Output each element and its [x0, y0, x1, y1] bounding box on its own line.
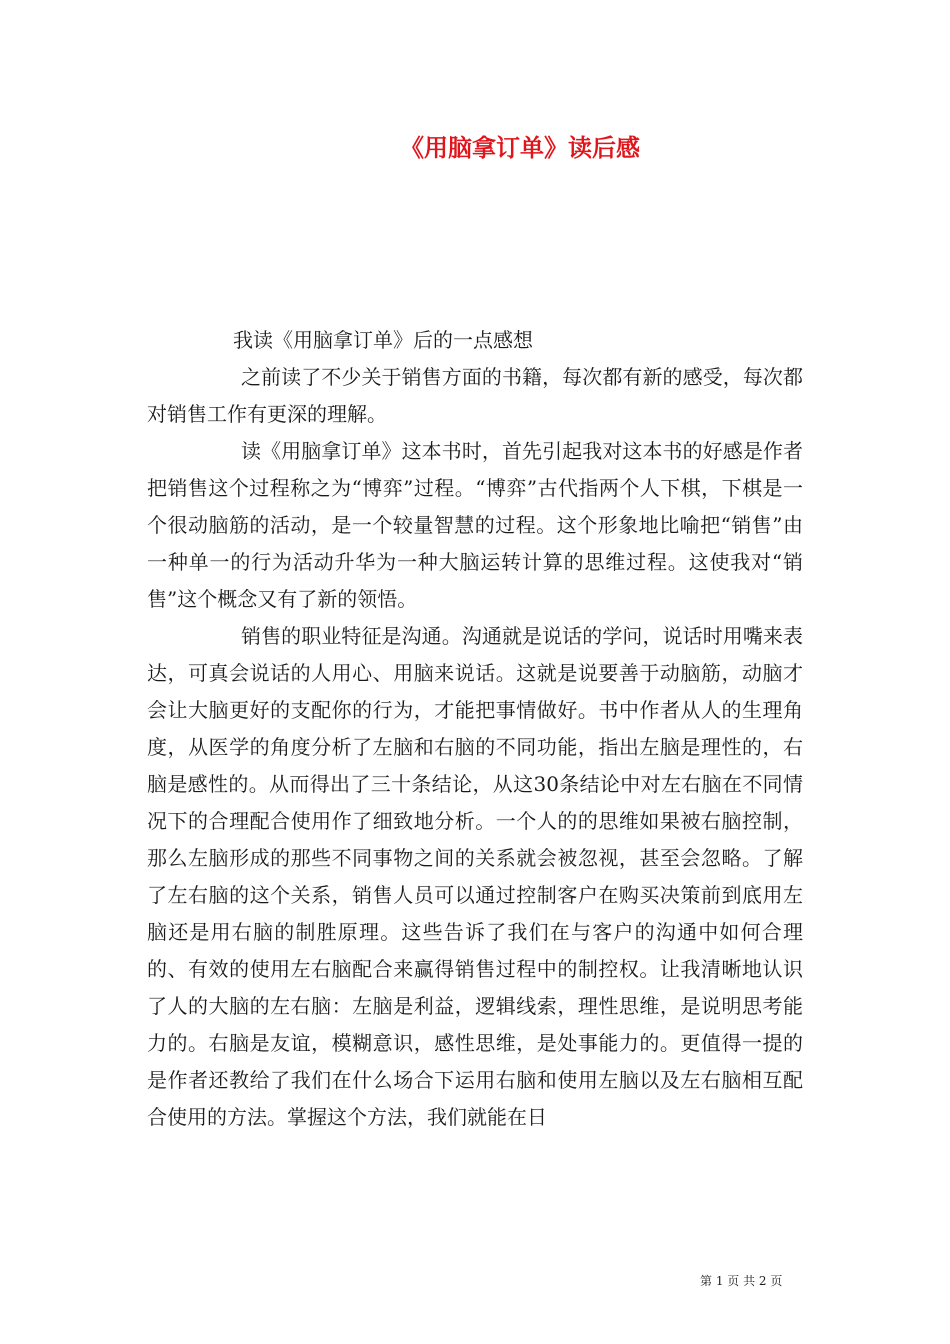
page-number-footer: 第 1 页 共 2 页 — [700, 1274, 783, 1288]
document-subtitle: 我读《用脑拿订单》后的一点感想 — [233, 328, 533, 352]
document-body — [147, 322, 803, 1136]
paragraph-3: 销售的职业特征是沟通。沟通就是说话的学问，说话时用嘴来表达，可真会说话的人用心、用脑来说话。这就是说要善于动脑筋，动脑才会让大脑更好的支配你的行为，才能把事情做好。书中作者从人的生理角度，从医学的角度分析了左脑和右脑的不同功能，指出左脑是理性的，右脑是感性的。从而得出了三十条结论，从这30条结论中对左右脑在不同情况下的合理配合使用作了细致地分析。一个人的的思维如果被右脑控制，那么左脑形成的那些不同事物之间的关系就会被忽视，甚至会忽略。了解了左右脑的这个关系，销售人员可以通过控制客户在购买决策前到底用左脑还是用右脑的制胜原理。这些告诉了我们在与客户的沟通中如何合理的、有效的使用左右脑配合来赢得销售过程中的制控权。让我清晰地认识了人的大脑的左右脑：左脑是利益，逻辑线索，理性思维，是说明思考能力的。右脑是友谊，模糊意识，感性思维，是处事能力的。更值得一提的是作者还教给了我们在什么场合下运用右脑和使用左脑以及左右脑相互配合使用的方法。掌握这个方法，我们就能在日 — [147, 624, 803, 1129]
paragraph-2: 读《用脑拿订单》这本书时，首先引起我对这本书的好感是作者把销售这个过程称之为“博弈”过程。“博弈”古代指两个人下棋，下棋是一个很动脑筋的活动，是一个较量智慧的过程。这个形象地比喻把“销售”由一种单一的行为活动升华为一种大脑运转计算的思维过程。这使我对“销售”这个概念又有了新的领悟。 — [147, 439, 803, 611]
paragraph-1: 之前读了不少关于销售方面的书籍，每次都有新的感受，每次都对销售工作有更深的理解。 — [147, 365, 803, 426]
document-title: 《用脑拿订单》读后感 — [400, 134, 640, 162]
